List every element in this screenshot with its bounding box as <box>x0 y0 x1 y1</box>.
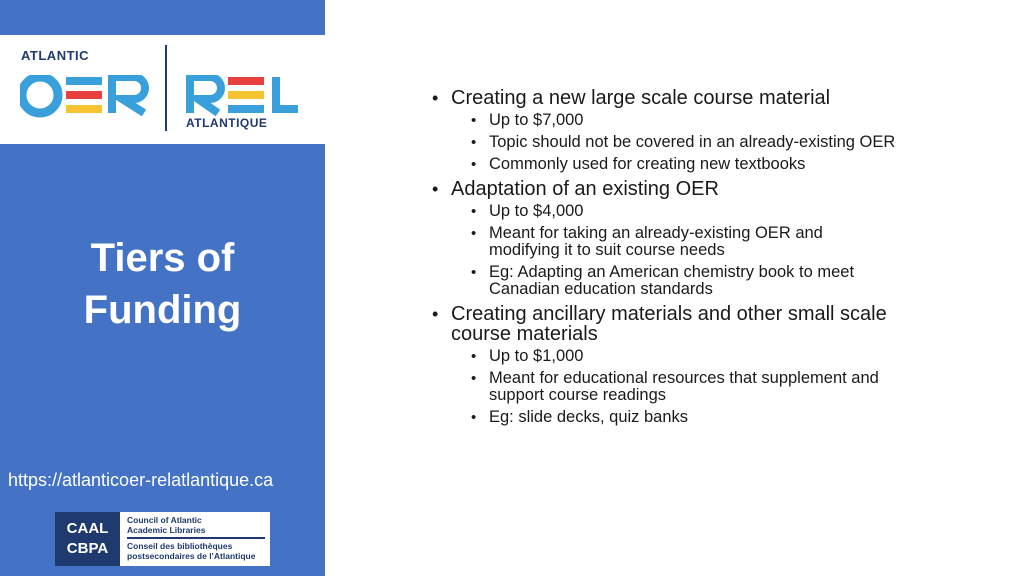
caal-cbpa-logo <box>55 512 270 566</box>
tier-point: • Topic should not be covered in an already-existing OER <box>468 134 908 151</box>
tier-point: • Commonly used for creating new textbooks <box>468 156 990 173</box>
tier-point: • Meant for taking an already-existing OER and modifying it to suit course needs <box>468 225 878 259</box>
logo-atlantic-label: ATLANTIC <box>21 48 90 63</box>
caal-fr-line1: Conseil des bibliothèques <box>127 540 233 551</box>
tier-point: • Up to $1,000 <box>468 348 990 365</box>
tier-details <box>468 112 990 173</box>
tier-heading: • Adaptation of an existing OER <box>430 179 990 199</box>
tier-point: • Eg: slide decks, quiz banks <box>468 409 990 426</box>
tier-heading: • Creating ancillary materials and other small scale course materials <box>430 304 930 344</box>
caal-en-line1: Council of Atlantic <box>127 515 202 525</box>
tier-heading: • Creating a new large scale course material <box>430 88 990 108</box>
slide-title-line2: Funding <box>83 288 242 332</box>
tier-point: • Up to $4,000 <box>468 203 990 220</box>
tier-point: • Meant for educational resources that supplement and support course readings <box>468 370 908 404</box>
slide-title-line1: Tiers of <box>90 236 235 280</box>
rel-mark-icon <box>186 75 301 115</box>
website-link[interactable]: https://atlanticoer-relatlantique.ca <box>8 470 274 490</box>
logo-divider <box>165 45 167 131</box>
tiers-list <box>430 88 990 432</box>
caal-name-block <box>127 515 267 561</box>
atlantic-oer-logo <box>0 35 325 144</box>
caal-abbr-fr: CBPA <box>66 540 109 557</box>
tier-point: • Up to $7,000 <box>468 112 990 129</box>
caal-abbr-en: CAAL <box>66 520 109 537</box>
caal-abbr-block <box>55 512 120 566</box>
tier-details <box>468 203 990 298</box>
caal-divider <box>127 537 265 539</box>
logo-atlantique-label: ATLANTIQUE <box>186 116 268 130</box>
tier-point: • Eg: Adapting an American chemistry book to meet Canadian education standards <box>468 264 908 298</box>
caal-en-line2: Academic Libraries <box>127 525 206 535</box>
caal-fr-line2: postsecondaires de l’Atlantique <box>127 550 256 561</box>
sidebar-panel <box>0 0 325 576</box>
slide-title <box>0 232 325 336</box>
tier-details <box>468 348 990 426</box>
oer-mark-icon <box>20 75 152 115</box>
